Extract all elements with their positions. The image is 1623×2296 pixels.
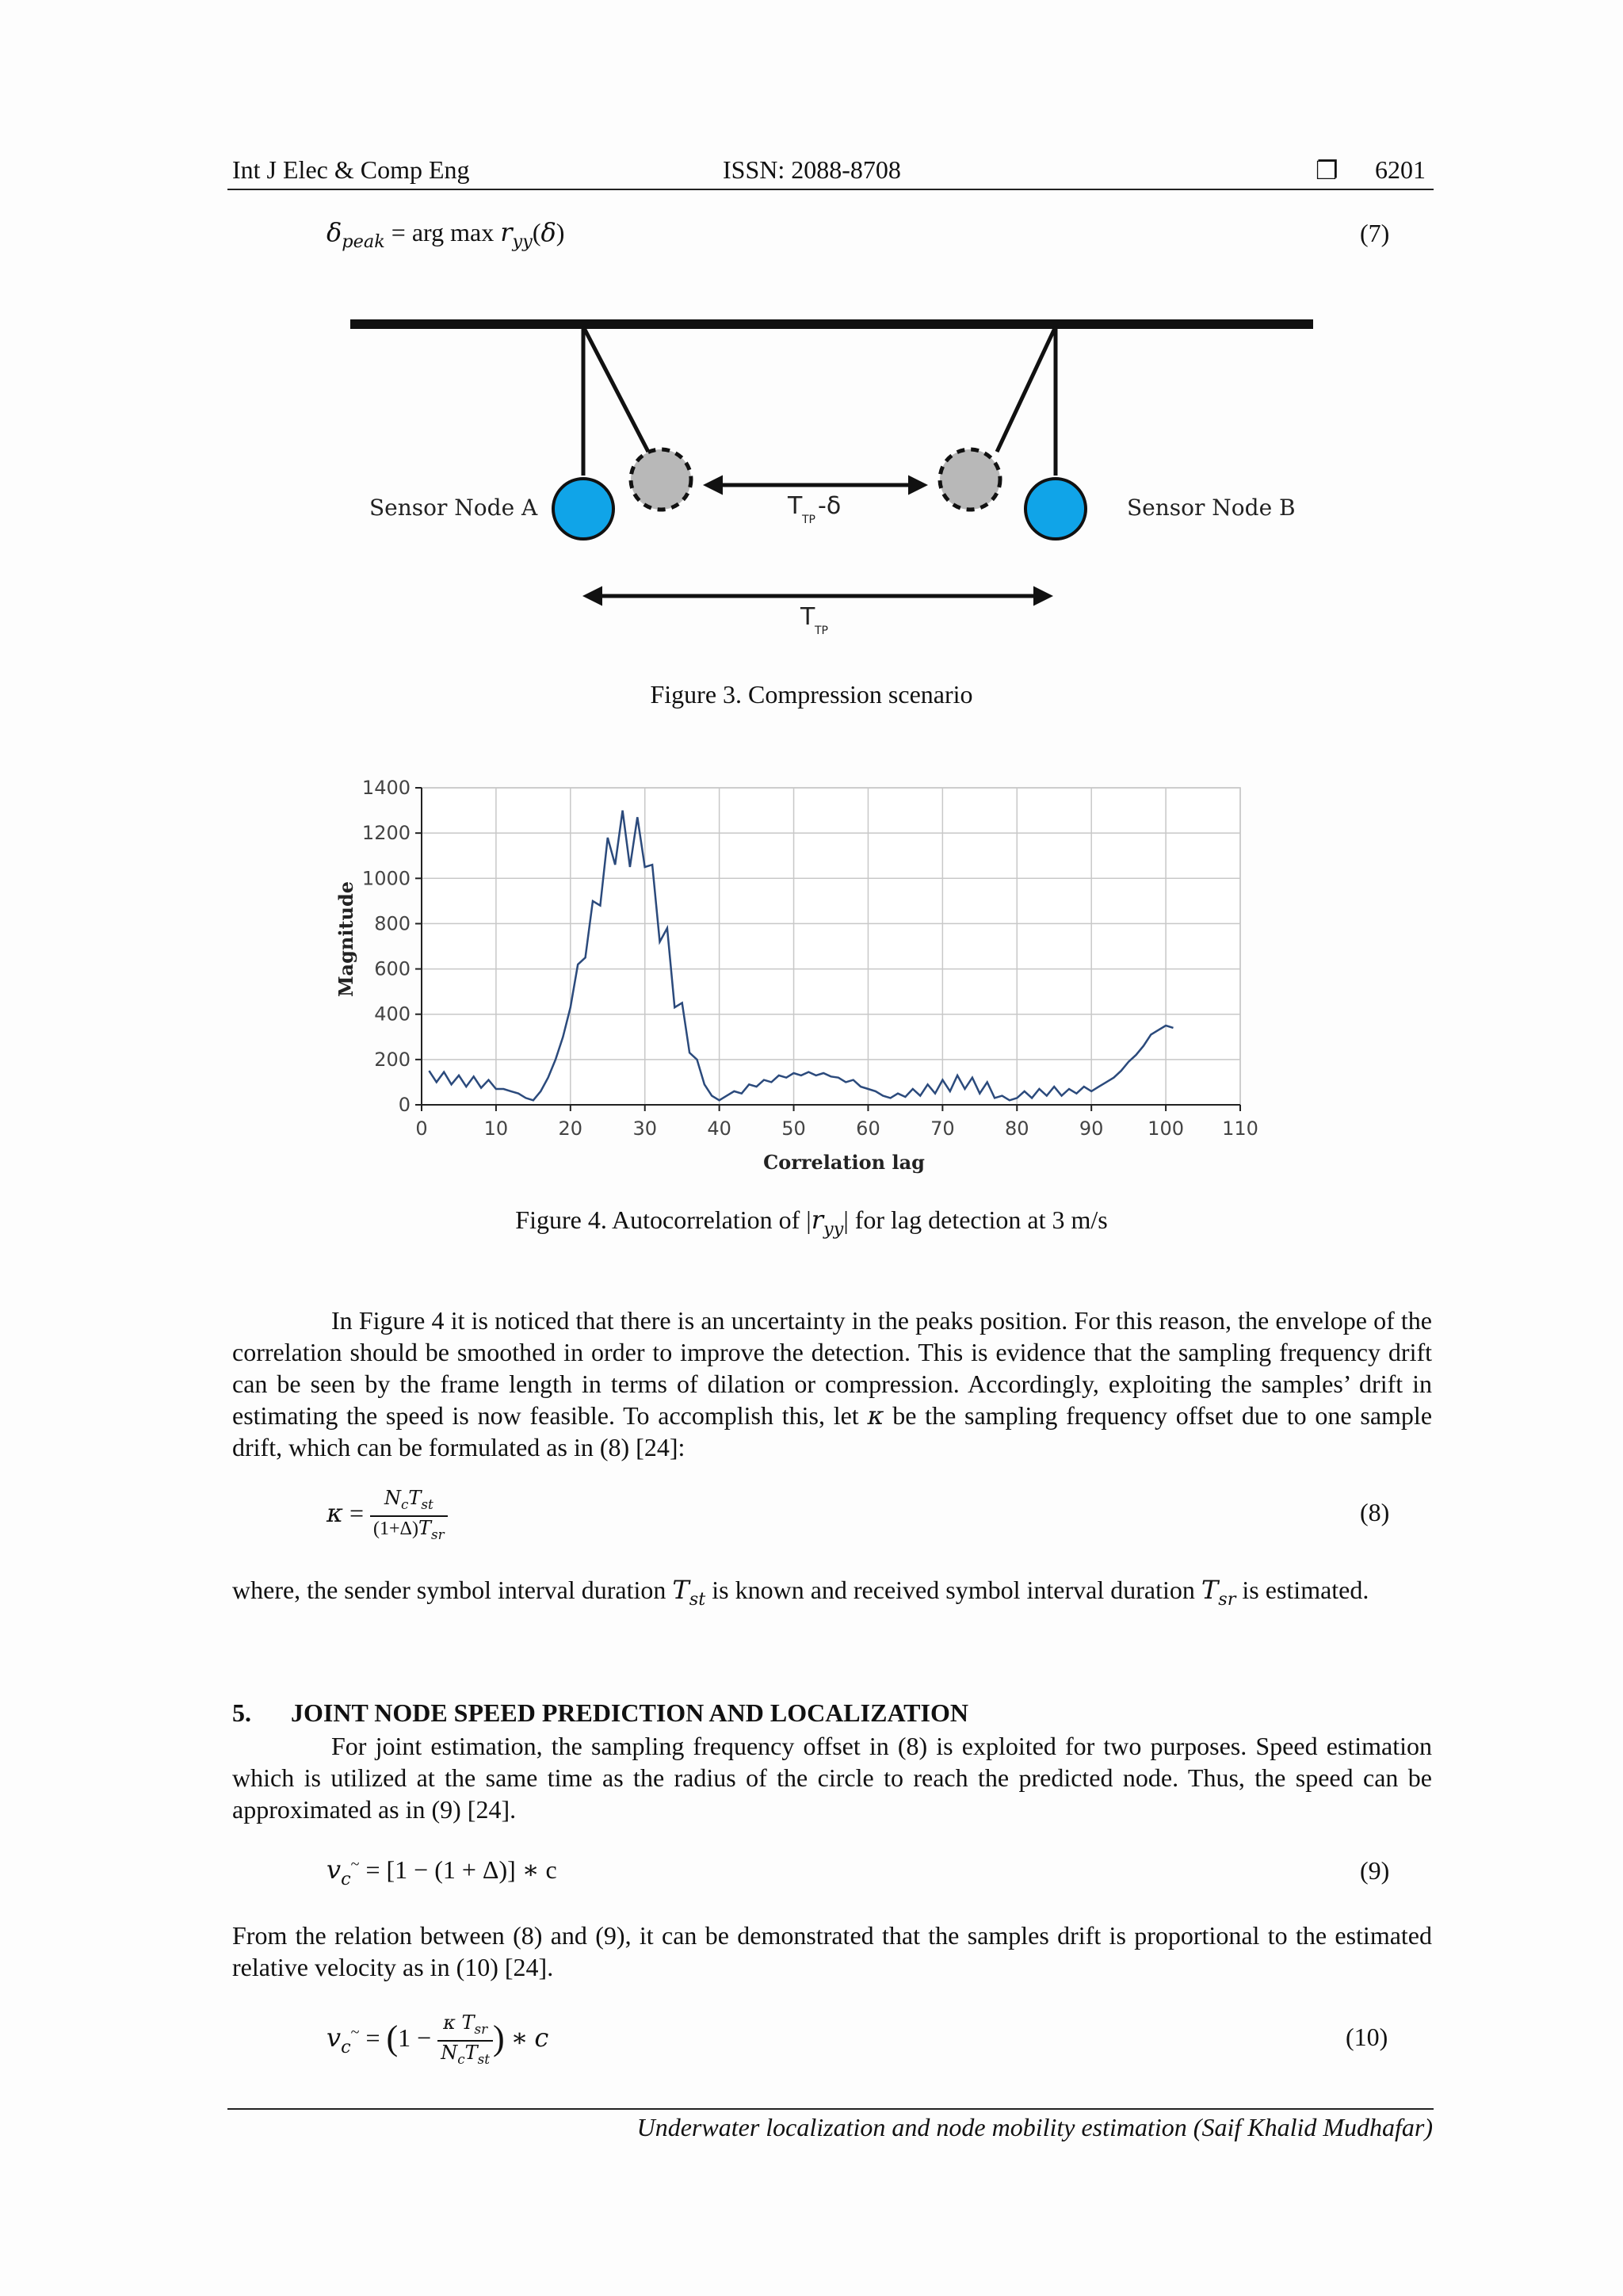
chart-tick-label-x: 60 (856, 1117, 880, 1140)
where-paragraph: where, the sender symbol interval duration $T_{st}$ is known and received symbol interval duration $T_{sr}$ is estimated. (232, 1575, 1369, 1610)
chart-tick-label-y: 600 (374, 957, 411, 980)
chart-tick-label-x: 100 (1148, 1117, 1184, 1140)
where-text-c: is estimated. (1242, 1576, 1369, 1604)
chart-tick-label-x: 20 (558, 1117, 583, 1140)
equation-8: κ = $\frac{N_cT_{st}}{(1+\Delta)T_{sr}}$ (327, 1487, 448, 1545)
chart-plot-area (422, 788, 1240, 1105)
chart-tick-label-x: 0 (415, 1117, 428, 1140)
displaced-node-b-circle (940, 449, 1000, 510)
figure-3-diagram (333, 309, 1331, 658)
chart-tick-label-y: 0 (398, 1094, 411, 1116)
equation-10: $v_c^\sim = (1$ − $\frac{\kappa T_{sr}}{N_cT_{st}}$ ) ∗ c (327, 2011, 549, 2067)
paragraph-1-end: be the sampling frequency offset due to one sample drift, which can be formulated as in (8) [24]: (232, 1401, 1433, 1461)
chart-tick-label-y: 400 (374, 1003, 411, 1026)
chart-tick-label-x: 10 (483, 1117, 509, 1140)
label-sensor-node-a: Sensor Node A (369, 495, 538, 521)
chart-y-label: Magnitude (334, 881, 357, 998)
chart-tick-label-x: 90 (1079, 1117, 1104, 1140)
label-sensor-node-b: Sensor Node B (1127, 495, 1296, 521)
figure-4-chart (317, 769, 1268, 1181)
running-header-issn: ISSN: 2088-8708 (723, 155, 901, 184)
kappa-symbol: κ (867, 1400, 884, 1431)
paragraph-1 (232, 1305, 1432, 1463)
chart-tick-label-y: 1400 (361, 777, 411, 799)
paragraph-2 (232, 1730, 1432, 1825)
running-footer: Underwater localization and node mobility estimation (Saif Khalid Mudhafar) (636, 2113, 1433, 2141)
chart-tick-label-x: 70 (930, 1117, 955, 1140)
label-outer-t: T (800, 603, 815, 631)
chart-tick-label-y: 1000 (361, 867, 411, 890)
section-title: JOINT NODE SPEED PREDICTION AND LOCALIZATION (291, 1698, 968, 1727)
equation-9: $v_c^\sim = [1 - (1 + \Delta)]$ ∗ c (327, 1855, 557, 1889)
figure-4-caption-suffix: for lag detection at 3 m/s (848, 1205, 1108, 1234)
footer-rule (227, 2108, 1434, 2110)
label-outer-sub: TP (815, 625, 828, 637)
label-inner-delta: -δ (818, 492, 842, 520)
paragraph-1-text: In Figure 4 it is noticed that there is an uncertainty in the peaks position. For this reason, the envelope of the correlation should be smoothed in order to improve the detection. This is evidence that the sampling frequency drift can be seen by the frame length in terms of dilation or compression. Accordingly, exploiting the samples’ drift in estimating the speed is now feasible. To accomplish this, let (232, 1306, 1432, 1430)
figure-3-caption: Figure 3. Compression scenario (650, 680, 973, 709)
figure-4-caption: Figure 4. Autocorrelation of $|r_{yy}|$ for lag detection at 3 m/s (515, 1205, 1108, 1240)
page-number: 6201 (1375, 155, 1426, 184)
chart-tick-label-y: 200 (374, 1048, 411, 1071)
equation-8-number: (8) (1360, 1498, 1390, 1526)
paragraph-2-text: For joint estimation, the sampling frequency offset in (8) is exploited for two purposes. Speed estimation which is utilized at the same time as the radius of the circle to reach the predicted node. Thus, the speed can be approximated as in (9) [24]. (232, 1732, 1432, 1824)
displaced-node-a-circle (631, 449, 691, 510)
where-text-b: is known and received symbol interval duration (712, 1576, 1195, 1604)
chart-tick-label-x: 30 (632, 1117, 658, 1140)
chart-grid (422, 788, 1240, 1105)
label-inner-sub: TP (802, 514, 815, 526)
chart-tick-label-y: 1200 (361, 822, 411, 845)
equation-7-number: (7) (1360, 219, 1390, 247)
section-number: 5. (232, 1698, 251, 1727)
section-5-heading (232, 1698, 968, 1728)
chart-tick-label-x: 50 (781, 1117, 806, 1140)
chart-tick-label-x: 110 (1222, 1117, 1258, 1140)
chart-tick-label-y: 800 (374, 912, 411, 935)
equation-7: $\delta_{peak}$ = arg $\max r_{yy}(\delta)$ (327, 217, 565, 252)
figure-4-caption-prefix: Figure 4. Autocorrelation of (515, 1205, 807, 1234)
running-header-journal: Int J Elec & Comp Eng (232, 155, 470, 184)
chart-tick-label-x: 80 (1004, 1117, 1029, 1140)
equation-10-number: (10) (1346, 2023, 1388, 2051)
sensor-node-b-circle (1025, 479, 1086, 539)
equation-9-number: (9) (1360, 1856, 1390, 1885)
box-icon: ❐ (1316, 156, 1338, 185)
paragraph-3-text: From the relation between (8) and (9), it can be demonstrated that the samples drift is proportional to the estimated relative velocity as in (10) [24]. (232, 1921, 1432, 1981)
header-rule (227, 189, 1434, 190)
chart-tick-label-x: 40 (707, 1117, 731, 1140)
label-inner-t: T (788, 492, 803, 520)
sensor-node-a-circle (553, 479, 613, 539)
paragraph-3 (232, 1920, 1432, 1983)
chart-x-label: Correlation lag (763, 1151, 925, 1174)
where-text-a: where, the sender symbol interval duration (232, 1576, 666, 1604)
